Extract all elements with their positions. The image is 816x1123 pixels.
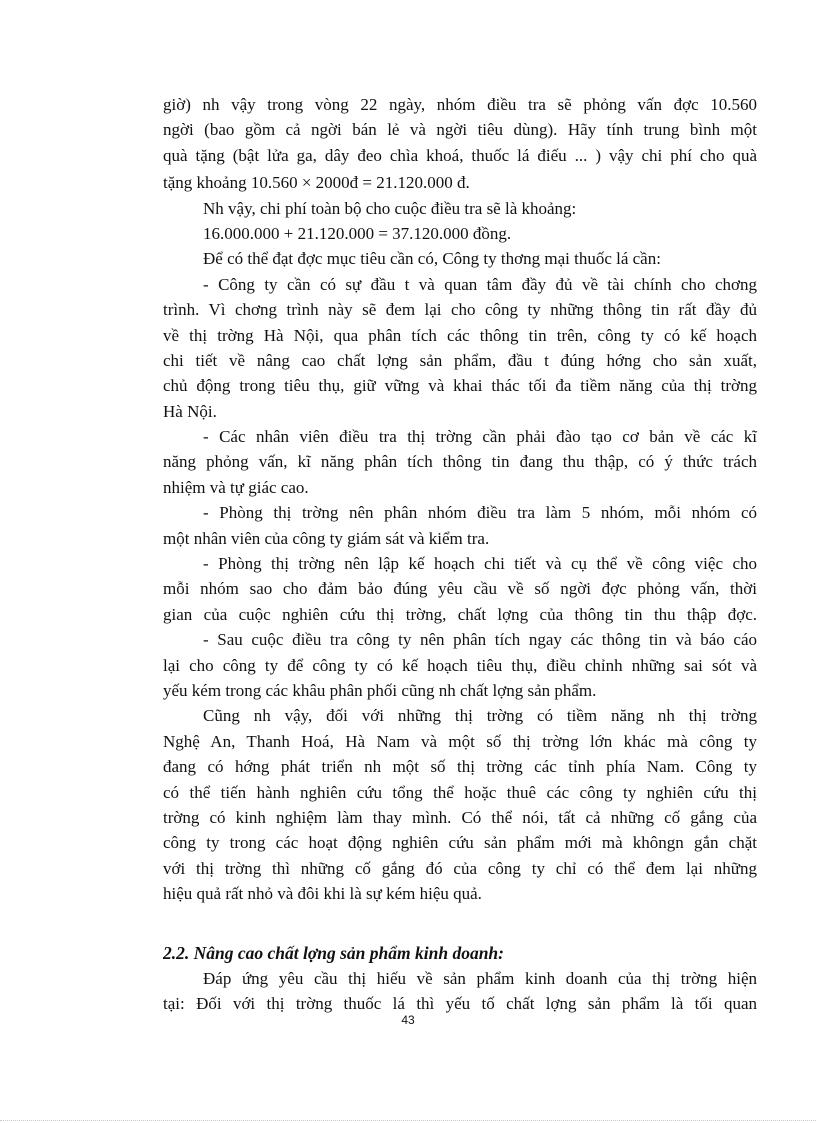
- text-line: hiệu quả rất nhỏ và đôi khi là sự kém hiệu quả.: [163, 884, 482, 904]
- text-line: Nh vậy, chi phí toàn bộ cho cuộc điều tra sẽ là khoảng:: [203, 198, 577, 218]
- text-line: trờng có kinh nghiệm làm thay mình. Có thể nói, tất cả những cố gắng của: [163, 807, 757, 827]
- text-line: - Sau cuộc điều tra công ty nên phân tích ngay các thông tin và báo cáo: [203, 630, 757, 650]
- text-line: - Phòng thị trờng nên phân nhóm điều tra làm 5 nhóm, mỗi nhóm có: [203, 503, 757, 523]
- section-body: [163, 966, 757, 1017]
- text-line: - Công ty cần có sự đầu t và quan tâm đầy đủ về tài chính cho chơng: [203, 274, 757, 294]
- text-line: Để có thể đạt đợc mục tiêu cần có, Công ty thơng mại thuốc lá cần:: [203, 249, 661, 269]
- text-line: gian của cuộc nghiên cứu thị trờng, chất lợng của thông tin thu thập đợc.: [163, 604, 757, 624]
- text-line: đang có hớng phát triển nh một số thị trờng các tỉnh phía Nam. Công ty: [163, 757, 757, 777]
- text-line: yếu kém trong các khâu phân phối cũng nh chất lợng sản phẩm.: [163, 680, 597, 700]
- text-line: - Phòng thị trờng nên lập kế hoạch chi tiết và cụ thể về công việc cho: [203, 554, 757, 574]
- text-line: Cũng nh vậy, đối với những thị trờng có tiềm năng nh thị trờng: [203, 706, 757, 726]
- text-line: một nhân viên của công ty giám sát và kiểm tra.: [163, 528, 490, 548]
- text-line: chi tiết về nâng cao chất lợng sản phẩm, đầu t đúng hớng cho sản xuất,: [163, 350, 757, 370]
- text-line: tặng khoảng 10.560 × 2000đ = 21.120.000 đ.: [163, 173, 470, 193]
- text-line: trình. Vì chơng trình này sẽ đem lại cho công ty những thông tin rất đầy đủ: [163, 300, 757, 320]
- section-heading: 2.2. Nâng cao chất lợng sản phẩm kinh doanh:: [163, 943, 504, 963]
- text-line: về thị trờng Hà Nội, qua phân tích các thông tin trên, công ty có kế hoạch: [163, 325, 757, 345]
- text-line: với thị trờng thì những cố gắng đó của công ty chỉ có thể đem lại những: [163, 858, 757, 878]
- text-line: năng phỏng vấn, kĩ năng phân tích thông tin đang thu thập, có ý thức trách: [163, 452, 757, 472]
- text-line: có thể tiến hành nghiên cứu tổng thể hoặc thuê các công ty nghiên cứu thị: [163, 782, 757, 802]
- body-text: [163, 92, 757, 907]
- page-bottom-divider: [0, 1120, 816, 1121]
- text-line: quà tặng (bật lửa ga, dây đeo chìa khoá, thuốc lá điếu ... ) vậy chi phí cho quà: [163, 145, 757, 165]
- text-line: Đáp ứng yêu cầu thị hiếu về sản phẩm kinh doanh của thị trờng hiện: [203, 969, 757, 988]
- text-line: 16.000.000 + 21.120.000 = 37.120.000 đồng.: [203, 223, 512, 243]
- text-line: tại: Đối với thị trờng thuốc lá thì yếu tố chất lợng sản phẩm là tối quan: [163, 994, 757, 1014]
- text-line: mỗi nhóm sao cho đảm bảo đúng yêu cầu về số ngời đợc phỏng vấn, thời: [163, 579, 757, 599]
- page-number: 43: [401, 1013, 415, 1027]
- text-line: giờ) nh vậy trong vòng 22 ngày, nhóm điều tra sẽ phỏng vấn đợc 10.560: [163, 95, 757, 114]
- text-line: nhiệm và tự giác cao.: [163, 477, 309, 497]
- text-line: ngời (bao gồm cả ngời bán lẻ và ngời tiêu dùng). Hãy tính trung bình một: [163, 120, 757, 140]
- text-line: chủ động trong tiêu thụ, giữ vững và khai thác tối đa tiềm năng của thị trờng: [163, 376, 757, 396]
- text-line: lại cho công ty để công ty có kế hoạch tiêu thụ, điều chỉnh những sai sót và: [163, 655, 757, 675]
- text-line: công ty trong các hoạt động nghiên cứu sản phẩm mới mà khôngn gắn chặt: [163, 833, 757, 853]
- text-line: - Các nhân viên điều tra thị trờng cần phải đào tạo cơ bản về các kĩ: [203, 427, 757, 447]
- text-line: Hà Nội.: [163, 401, 217, 421]
- text-line: Nghệ An, Thanh Hoá, Hà Nam và một số thị trờng lớn khác mà công ty: [163, 731, 757, 751]
